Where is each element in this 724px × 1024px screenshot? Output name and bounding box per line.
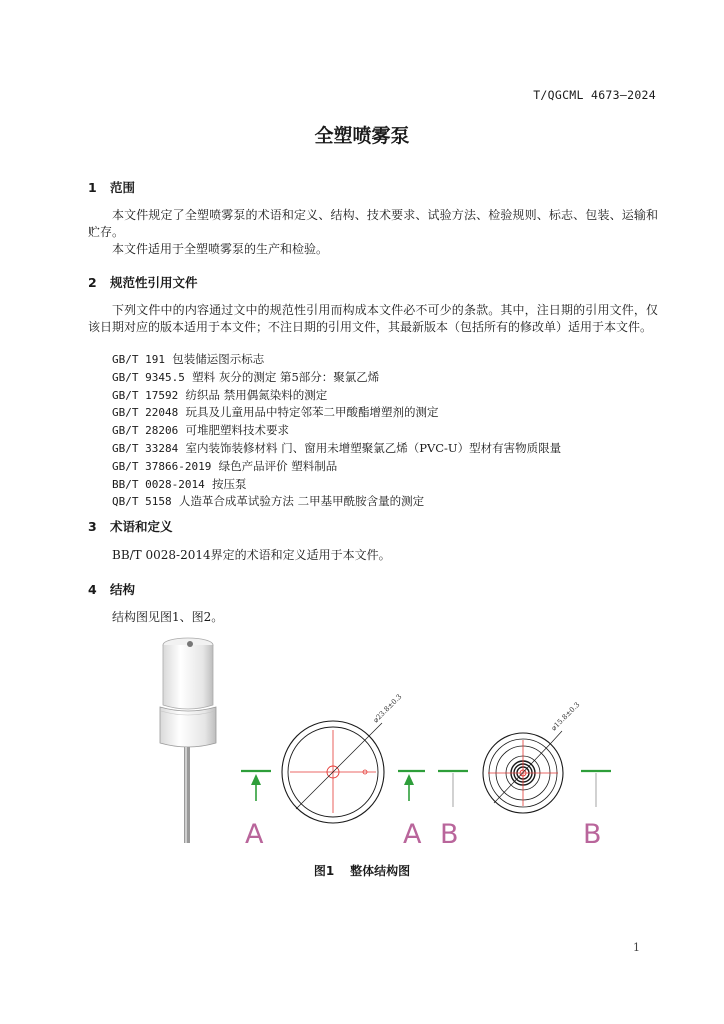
reference-code: QB/T 5158 [112,495,172,509]
section-number: 2 [88,275,97,290]
dimension-b: ⌀15.8±0.3 [549,700,582,733]
reference-item [112,404,561,422]
reference-item [112,351,561,369]
reference-code: GB/T 33284 [112,441,179,455]
scope-paragraph-1: 本文件规定了全塑喷雾泵的术语和定义、结构、技术要求、试验方法、检验规则、标志、包装、运输和贮存。 [88,208,658,239]
reference-title: 玩具及儿童用品中特定邻苯二甲酸酯增塑剂的测定 [185,405,439,420]
reference-item [112,369,561,387]
arrow-up-icon [404,774,414,785]
structure-drawing [150,635,620,855]
section-number: 4 [88,582,97,597]
reference-code: GB/T 191 [112,353,165,366]
dimension-a: ⌀23.8±0.3 [371,692,404,725]
section-heading-terms [88,517,173,535]
reference-item [112,440,561,458]
reference-code: GB/T 9345.5 [112,370,185,384]
reference-item [112,422,561,440]
scope-paragraph-2: 本文件适用于全塑喷雾泵的生产和检验。 [112,242,329,256]
reference-title: 包装储运图示标志 [172,352,265,366]
section-label-a: A [403,819,422,850]
standard-code: T/QGCML 4673—2024 [533,88,656,102]
arrow-up-icon [251,774,261,785]
figure-1 [150,635,620,855]
section-number: 3 [88,519,97,534]
reference-title: 可堆肥塑料技术要求 [185,423,290,438]
section-heading-scope [88,178,135,196]
section-b-drawing [438,731,611,813]
reference-item [112,387,561,405]
reference-list [112,351,561,511]
reference-title: 塑料 灰分的测定 第5部分：聚氯乙烯 [192,369,380,384]
reference-code: GB/T 22048 [112,406,179,420]
section-label-b: B [583,819,602,850]
normative-intro: 下列文件中的内容通过文中的规范性引用而构成本文件必不可少的条款。其中，注日期的引用文件，仅该日期对应的版本适用于本文件；不注日期的引用文件，其最新版本（包括所有的修改单）适用于本文件。 [88,303,658,334]
figure-caption-title: 整体结构图 [350,864,411,878]
reference-item [112,493,561,511]
section-label-b: B [440,819,459,850]
reference-item [112,476,561,494]
section-a-drawing [241,721,425,823]
section-title: 规范性引用文件 [110,275,198,290]
section-heading-normative [88,273,198,291]
reference-title: 室内装饰装修材料 门、窗用未增塑聚氯乙烯（PVC-U）型材有害物质限量 [185,440,562,455]
reference-code: GB/T 17592 [112,388,179,402]
reference-code: BB/T 0028-2014 [112,477,205,491]
section-title: 结构 [110,582,136,597]
reference-code: GB/T 28206 [112,424,179,438]
section-label-a: A [245,819,264,850]
reference-title: 人造革合成革试验方法 二甲基甲酰胺含量的测定 [178,494,425,509]
section-number: 1 [88,180,97,195]
pump-product-image [160,638,216,843]
section-heading-structure [88,580,135,598]
section-title: 范围 [110,180,136,195]
reference-code: GB/T 37866-2019 [112,459,212,473]
structure-paragraph: 结构图见图1、图2。 [112,610,224,624]
terms-paragraph: BB/T 0028-2014界定的术语和定义适用于本文件。 [112,548,391,562]
reference-title: 按压泵 [212,476,247,491]
section-title: 术语和定义 [110,519,173,534]
reference-title: 绿色产品评价 塑料制品 [218,458,338,473]
reference-item [112,458,561,476]
figure-caption-label: 图1 [313,864,335,878]
document-title: 全塑喷雾泵 [314,125,410,147]
reference-title: 纺织品 禁用偶氮染料的测定 [185,387,328,402]
figure-caption [0,862,724,879]
page-number: 1 [633,941,640,954]
